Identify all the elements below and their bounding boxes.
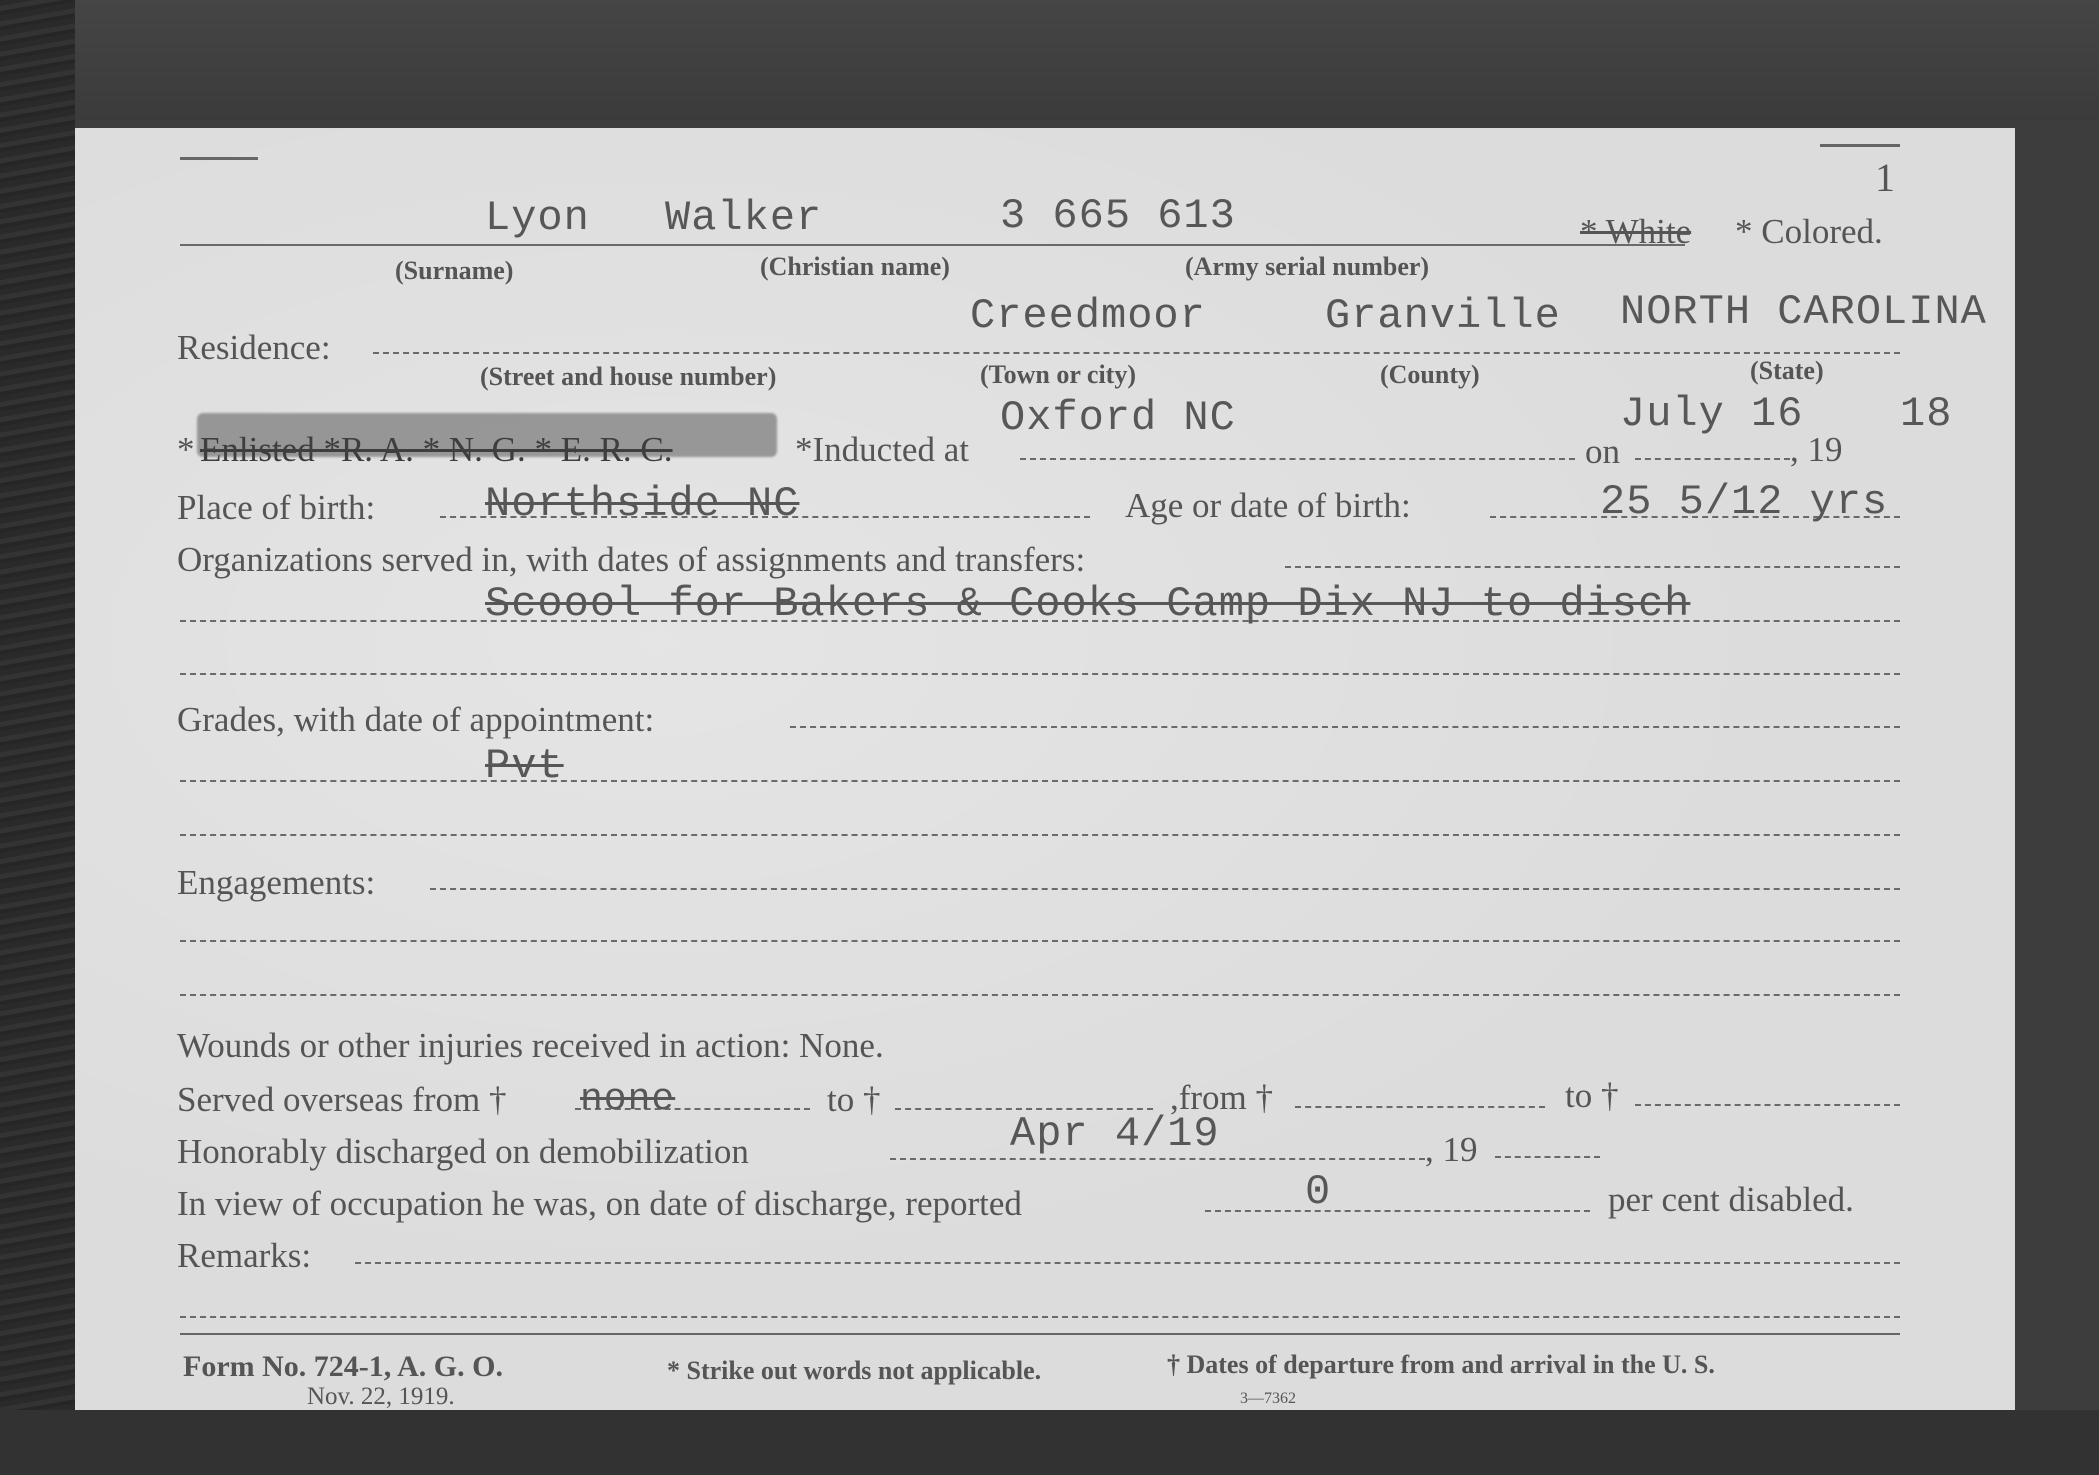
footer-rule — [180, 1333, 1900, 1335]
caption-christian-name: (Christian name) — [760, 252, 950, 281]
print-code: 3—7362 — [1240, 1390, 1296, 1407]
top-right-rule — [1820, 144, 1900, 147]
discharge-year-line — [1495, 1156, 1600, 1158]
induction-date-line — [1635, 458, 1790, 460]
engagements-line-3 — [180, 994, 1900, 996]
overseas-from2-label: ,from † — [1170, 1078, 1274, 1117]
induction-date-value: July 16 — [1620, 390, 1804, 438]
overseas-from-value: none — [580, 1078, 676, 1121]
disability-label: In view of occupation he was, on date of discharge, reported — [177, 1184, 1022, 1223]
caption-serial-number: (Army serial number) — [1185, 252, 1430, 281]
discharge-label: Honorably discharged on demobilization — [177, 1132, 749, 1171]
engagements-line-1 — [430, 888, 1900, 890]
organizations-label: Organizations served in, with dates of assignments and transfers: — [177, 540, 1086, 579]
race-white-struck: * White — [1580, 212, 1692, 251]
overseas-to2-line — [1635, 1104, 1900, 1106]
race-colored: * Colored. — [1735, 212, 1883, 251]
grades-line-1 — [790, 726, 1900, 728]
remarks-line-1 — [355, 1262, 1900, 1264]
place-of-birth-label: Place of birth: — [177, 488, 376, 527]
residence-line — [373, 352, 1900, 354]
residence-state-value: NORTH CAROLINA — [1620, 288, 1987, 336]
caption-town: (Town or city) — [980, 360, 1136, 389]
place-of-birth-value: Northside NC — [485, 480, 800, 528]
service-record-card — [75, 128, 2015, 1410]
overseas-from2-line — [1295, 1106, 1545, 1108]
remarks-line-2 — [180, 1316, 1900, 1318]
induction-year-value: 18 — [1900, 390, 1953, 438]
discharge-line — [890, 1158, 1425, 1160]
enlistment-options-struck: Enlisted *R. A. * N. G. * E. R. C. — [200, 430, 673, 469]
inducted-at-label: *Inducted at — [795, 430, 969, 469]
strike-out-note: * Strike out words not applicable. — [667, 1356, 1042, 1385]
overseas-to2-label: to † — [1565, 1076, 1619, 1115]
inducted-at-line — [1020, 458, 1575, 460]
scan-background-left-edge — [0, 0, 75, 1475]
disability-suffix: per cent disabled. — [1608, 1180, 1854, 1219]
overseas-from-label: Served overseas from † — [177, 1080, 507, 1119]
caption-state: (State) — [1750, 356, 1824, 385]
top-left-rule — [180, 157, 258, 160]
engagements-label: Engagements: — [177, 863, 376, 902]
grades-value: Pvt — [485, 742, 564, 790]
name-line — [180, 244, 1685, 246]
discharge-date-value: Apr 4/19 — [1010, 1110, 1220, 1158]
discharge-year-prefix: , 19 — [1425, 1130, 1478, 1169]
grades-line-3 — [180, 834, 1900, 836]
scan-background-top — [0, 0, 2099, 120]
grades-label: Grades, with date of appointment: — [177, 700, 655, 739]
residence-county-value: Granville — [1325, 292, 1561, 340]
grades-line-2 — [180, 780, 1900, 782]
organizations-line-3 — [180, 673, 1900, 675]
christian-name-value: Walker — [665, 194, 823, 242]
wounds-label: Wounds or other injuries received in action: None. — [177, 1026, 884, 1065]
page-number: 1 — [1875, 155, 1895, 200]
surname-value: Lyon — [485, 194, 590, 242]
serial-number-value: 3 665 613 — [1000, 192, 1236, 240]
disability-line — [1205, 1210, 1590, 1212]
organizations-line-1 — [1285, 566, 1900, 568]
residence-town-value: Creedmoor — [970, 292, 1206, 340]
scan-background-bottom — [0, 1410, 2099, 1475]
age-value: 25 5/12 yrs — [1600, 478, 1889, 526]
on-label: on — [1585, 432, 1620, 471]
remarks-label: Remarks: — [177, 1236, 312, 1275]
inducted-place-value: Oxford NC — [1000, 394, 1236, 442]
form-number: Form No. 724-1, A. G. O. — [183, 1350, 503, 1383]
caption-street: (Street and house number) — [480, 362, 777, 391]
organizations-value: Scoool for Bakers & Cooks Camp Dix NJ to disch — [485, 580, 1691, 628]
age-label: Age or date of birth: — [1125, 486, 1411, 525]
form-date: Nov. 22, 1919. — [307, 1383, 455, 1410]
overseas-to-label: to † — [827, 1080, 881, 1119]
engagements-line-2 — [180, 940, 1900, 942]
residence-label: Residence: — [177, 328, 331, 367]
disability-value: 0 — [1305, 1168, 1332, 1216]
caption-surname: (Surname) — [395, 256, 514, 285]
caption-county: (County) — [1380, 360, 1480, 389]
dates-note: † Dates of departure from and arrival in the U. S. — [1167, 1350, 1715, 1379]
induction-year-prefix: , 19 — [1790, 430, 1843, 469]
enlistment-asterisk: * — [177, 430, 195, 469]
